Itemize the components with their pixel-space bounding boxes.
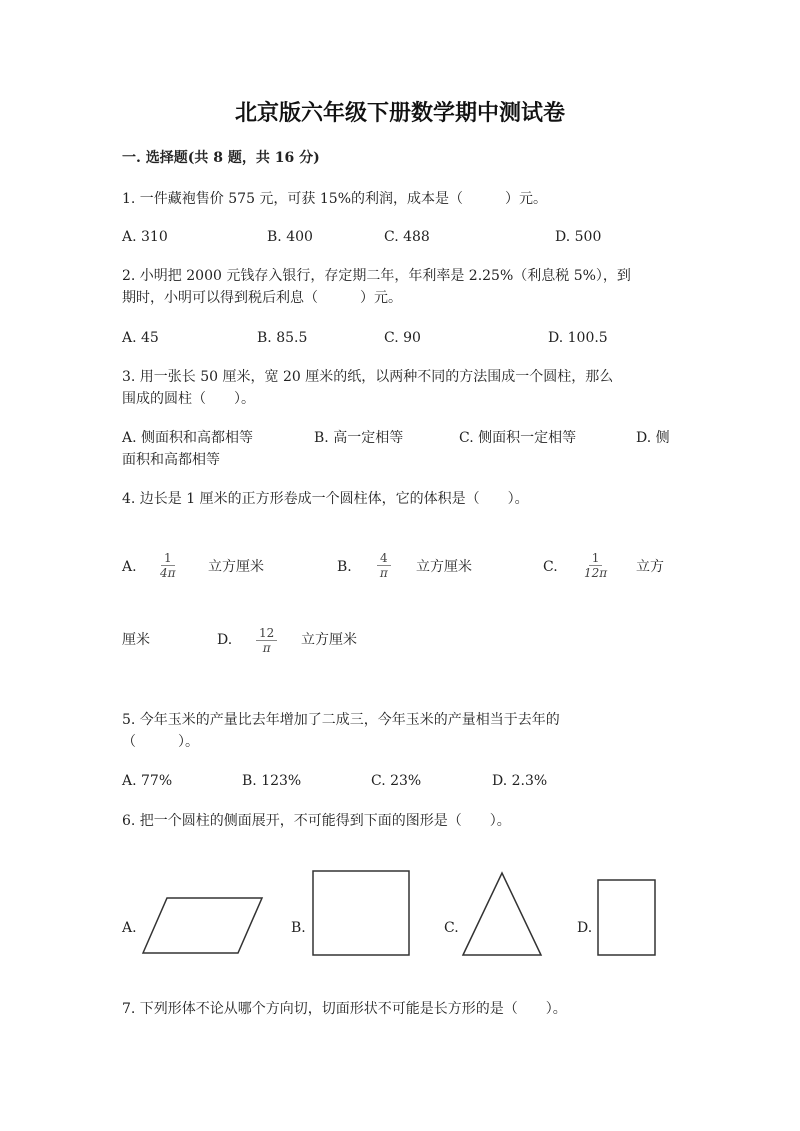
q4-option-b-label: B. — [337, 559, 352, 575]
q3-option-d: D. 侧 — [636, 430, 670, 446]
question-5: 5. 今年玉米的产量比去年增加了二成三，今年玉米的产量相当于去年的 — [122, 712, 560, 728]
question-5-line2: （ ）。 — [122, 734, 199, 750]
q4-option-a-label: A. — [122, 559, 137, 575]
q2-option-d: D. 100.5 — [548, 330, 608, 346]
question-3-line2: 围成的圆柱（ ）。 — [122, 391, 255, 407]
parallelogram-shape — [143, 898, 262, 953]
q3-option-a: A. 侧面积和高都相等 — [122, 430, 254, 446]
q4-option-d-fraction: $\frac{12}{\pi}$ — [256, 626, 277, 655]
rectangle-shape — [598, 880, 655, 955]
q3-option-b: B. 高一定相等 — [314, 430, 404, 446]
q4-option-a-unit: 立方厘米 — [208, 559, 264, 575]
q3-option-d-cont: 面积和高都相等 — [122, 452, 220, 468]
q2-option-b: B. 85.5 — [257, 330, 308, 346]
question-2: 2. 小明把 2000 元钱存入银行，存定期二年，年利率是 2.25%（利息税 5%），到 — [122, 268, 631, 284]
section-heading: 一. 选择题(共 8 题，共 16 分) — [122, 150, 320, 166]
question-3: 3. 用一张长 50 厘米，宽 20 厘米的纸，以两种不同的方法围成一个圆柱，那么 — [122, 369, 614, 385]
q5-option-d: D. 2.3% — [492, 773, 548, 789]
q2-option-a: A. 45 — [122, 330, 159, 346]
question-7: 7. 下列形体不论从哪个方向切，切面形状不可能是长方形的是（ ）。 — [122, 1001, 567, 1017]
q5-option-c: C. 23% — [371, 773, 422, 789]
q6-option-d: D. — [577, 920, 593, 936]
triangle-shape — [463, 873, 541, 955]
q6-option-c: C. — [444, 920, 459, 936]
question-2-line2: 期时，小明可以得到税后利息（ ）元。 — [122, 290, 402, 306]
q4-option-b-fraction: $\frac{4}{\pi}$ — [377, 551, 391, 580]
q6-option-a: A. — [122, 920, 137, 936]
q1-option-c: C. 488 — [384, 229, 430, 245]
q4-option-a-fraction: $\frac{1}{4\pi}$ — [160, 551, 176, 580]
q4-option-c-label: C. — [543, 559, 558, 575]
q1-option-d: D. 500 — [555, 229, 602, 245]
q4-option-b-unit: 立方厘米 — [416, 559, 472, 575]
question-6: 6. 把一个圆柱的侧面展开，不可能得到下面的图形是（ ）。 — [122, 813, 511, 829]
q5-option-b: B. 123% — [242, 773, 302, 789]
q4-option-c-unit: 立方 — [636, 559, 664, 575]
q4-option-c-fraction: $\frac{1}{12\pi}$ — [584, 551, 608, 580]
question-4: 4. 边长是 1 厘米的正方形卷成一个圆柱体，它的体积是（ ）。 — [122, 491, 529, 507]
q1-option-a: A. 310 — [122, 229, 168, 245]
q2-option-c: C. 90 — [384, 330, 421, 346]
q4-option-c-cont: 厘米 — [122, 632, 150, 648]
q3-option-c: C. 侧面积一定相等 — [459, 430, 577, 446]
q5-option-a: A. 77% — [122, 773, 173, 789]
q1-option-b: B. 400 — [267, 229, 313, 245]
question-1: 1. 一件藏袍售价 575 元，可获 15%的利润，成本是（ ）元。 — [122, 191, 547, 207]
q4-option-d-label: D. — [217, 632, 233, 648]
q6-option-b: B. — [291, 920, 306, 936]
square-shape — [313, 871, 409, 955]
q4-option-d-unit: 立方厘米 — [301, 632, 357, 648]
page-title: 北京版六年级下册数学期中测试卷 — [234, 100, 565, 126]
